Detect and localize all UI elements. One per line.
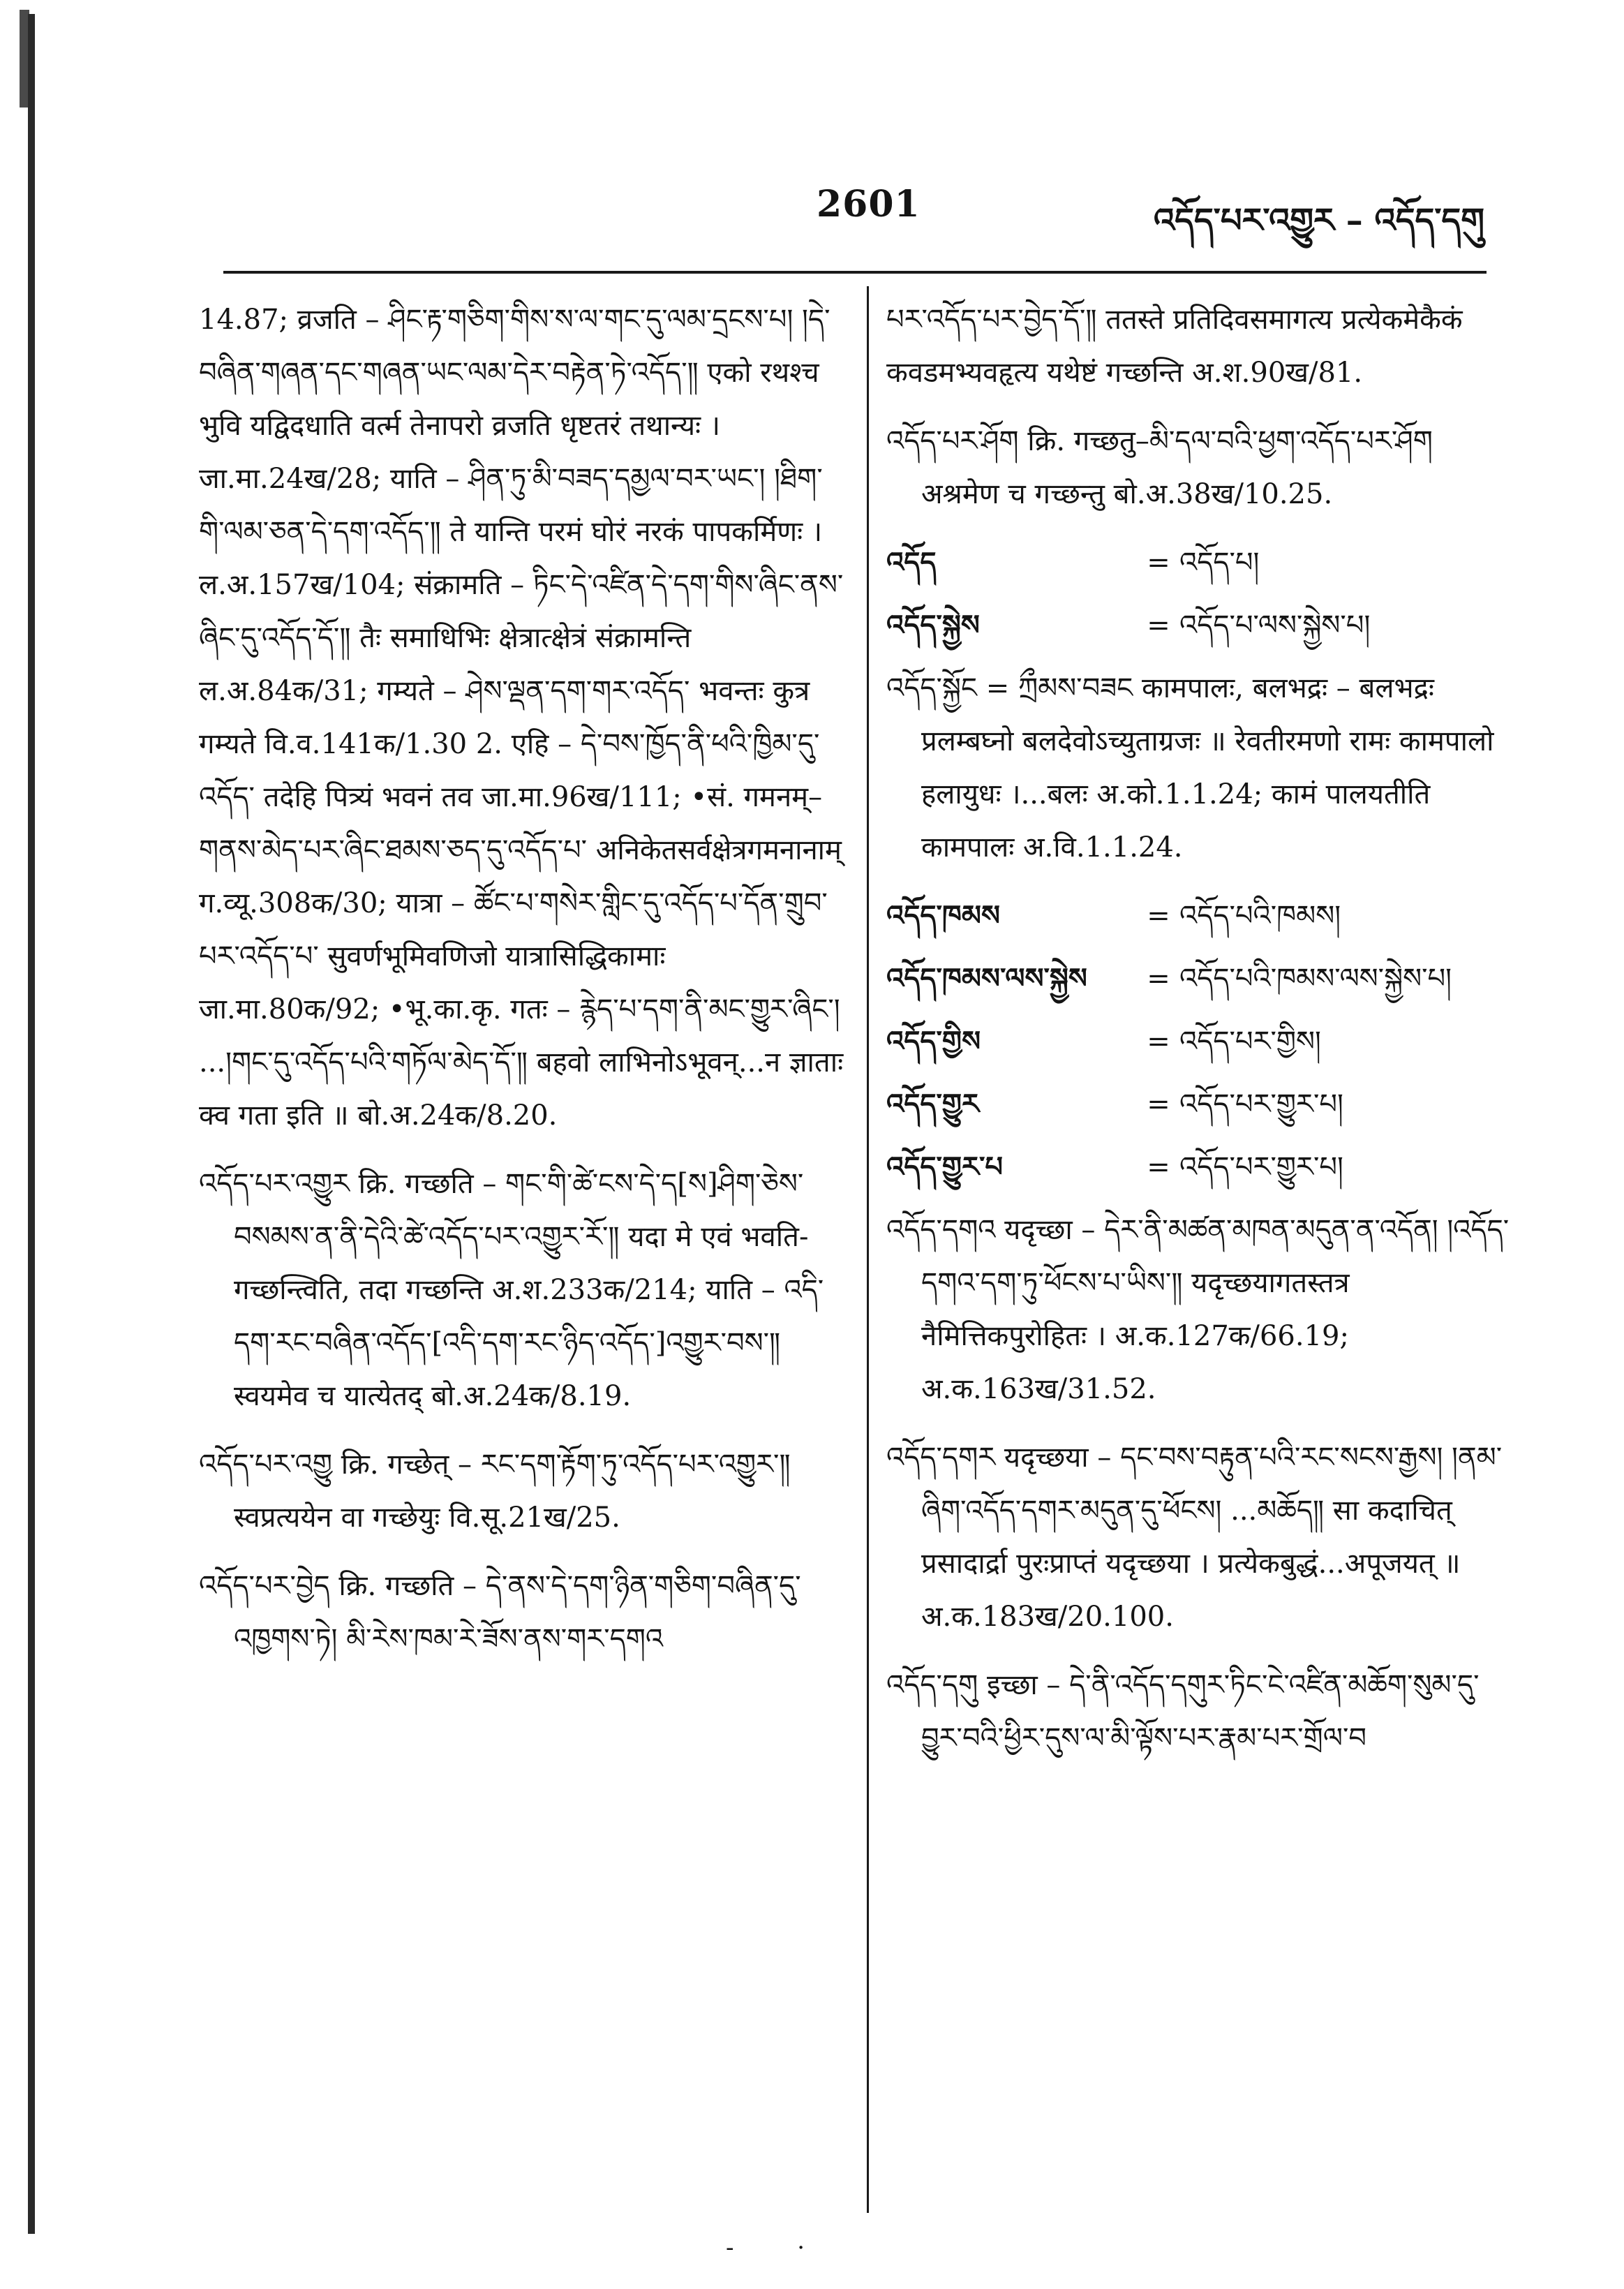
xref-eq: =	[1147, 547, 1170, 579]
entry-continuation: 14.87; व्रजति – ཤིང་རྟ་གཅིག་གིས་ས་ལ་གང་དུ་ལམ་དྲངས་པ། །དེ་བཞིན་གཞན་དང་གཞན་ཡང་ལམ་དེར་བརྟེན་ཏེ་འདོད་༎ एको रथश्च भुवि यद्विदधाति वर्त्म तेनापरो व्रजति धृष्टतरं तथान्यः । जा.मा.24ख/28; याति – ཤིན་ཏུ་མི་བཟད་དམྱལ་བར་ཡང་། །ཐིག་གི་ལམ་ཅན་དེ་དག་འདོད་༎ ते यान्ति परमं घोरं नरकं पापकर्मिणः । ल.अ.157ख/104; संक्रामति – ཏིང་དེ་འཛིན་དེ་དག་གིས་ཞིང་ནས་ཞིང་དུ་འདོད་དོ་༎ तैः समाधिभिः क्षेत्रात्क्षेत्रं संक्रामन्ति ल.अ.84क/31; गम्यते – ཤེས་ལྡན་དག་གར་འདོད་ भवन्तः कुत्र गम्यते वि.व.141क/1.30 2. एहि – དེ་བས་ཁྱོད་ནི་ཕའི་ཁྱིམ་དུ་འདོད་ तदेहि पित्र्यं भवनं तव जा.मा.96ख/111; •सं. गमनम्– གནས་མེད་པར་ཞིང་ཐམས་ཅད་དུ་འདོད་པ་ अनिकेतसर्वक्षेत्रगमनानाम् ग.व्यू.308क/30; यात्रा – ཚོང་པ་གསེར་གླིང་དུ་འདོད་པ་དོན་གྲུབ་པར་འདོད་པ་ सुवर्णभूमिवणिजो यात्रासिद्धिकामाः जा.मा.80क/92; •भू.का.कृ. गतः – རྙེད་པ་དག་ནི་མང་གྱུར་ཞིང་། ...།གང་དུ་འདོད་པའི་གཏོལ་མེད་དོ་༎ बहवो लाभिनोऽभूवन्...न ज्ञाताः क्व गता इति ॥ बो.अ.24क/8.20.	[199, 304, 844, 1132]
cross-ref-row	[886, 889, 1514, 942]
xref-head: འདོད	[886, 546, 937, 579]
cross-ref-row	[886, 1078, 1514, 1131]
entry-dod-dgu: འདོད་དགུ इच्छा – དེ་ནི་འདོད་དགུར་ཏིང་ངེ་འཛིན་མཆོག་སུམ་དུ་བྱུར་བའི་ཕྱིར་དུས་ལ་མི་ལྟོས་པར་རྣམ་པར་གྲོལ་བ	[886, 1669, 1480, 1754]
xref-target: འདོད་པར་གྱིས།	[1179, 1025, 1321, 1058]
xref-head: འདོད་ཁམས་ལས་སྐྱེས	[886, 962, 1087, 995]
xref-target: འདོད་པར་གྱུར་པ།	[1179, 1088, 1343, 1120]
xref-target: འདོད་པའི་ཁམས་ལས་སྐྱེས་པ།	[1179, 963, 1452, 995]
entry-dod-par-gyu: འདོད་པར་འགྱུ क्रि. गच्छेत् – རང་དག་རྟོག་ཏུ་འདོད་པར་འགྱུར་༎ स्वप्रत्ययेन वा गच्छेयुः वि.सू.21ख/25.	[199, 1449, 791, 1534]
cross-ref-row	[886, 599, 1514, 652]
entry-dod-par-shog: འདོད་པར་ཤོག क्रि. गच्छतु–མི་དལ་བའི་ཕྱག་འདོད་པར་ཤོག अश्रमेण च गच्छन्तु बो.अ.38ख/10.25.	[886, 425, 1433, 510]
entry-dod-par-byed: འདོད་པར་བྱེད क्रि. गच्छति – དེ་ནས་དེ་དག་ཉིན་གཅིག་བཞིན་དུ་འཁྱགས་ཏེ། མི་རེས་ཁམ་རེ་ཟོས་ནས་གར་དགའ	[199, 1570, 801, 1655]
xref-target: འདོད་པའི་ཁམས།	[1179, 900, 1341, 932]
xref-eq: =	[1147, 963, 1170, 995]
entry-continuation-right: པར་འདོད་པར་བྱེད་དོ་༎ ततस्ते प्रतिदिवसमागत्य प्रत्येकमेकैकं कवडमभ्यवहृत्य यथेष्टं गच्छन्ति अ.श.90ख/81.	[886, 304, 1463, 389]
xref-head: འདོད་ཁམས	[886, 899, 1000, 932]
page-number: 2601	[817, 183, 921, 225]
xref-target: འདོད་པ།	[1179, 547, 1260, 579]
cross-ref-row	[886, 952, 1514, 1005]
left-column	[199, 293, 848, 1681]
xref-eq: =	[1147, 1025, 1170, 1058]
right-column	[886, 293, 1514, 1780]
xref-head: འདོད་གྱུར་པ	[886, 1150, 1004, 1183]
cross-ref-row	[886, 1141, 1514, 1194]
xref-target: འདོད་པར་གྱུར་པ།	[1179, 1151, 1343, 1183]
entry-dod-dgar: འདོད་དགར यदृच्छया – དང་བས་བརྟུན་པའི་རང་སངས་རྒྱས། །ནམ་ཞིག་འདོད་དགར་མདུན་དུ་ཕོངས། ...མཆོད༎ सा कदाचित् प्रसादार्द्रा पुरःप्राप्तं यदृच्छया । प्रत्येकबुद्धं...अपूजयत् ॥ अ.क.183ख/20.100.	[886, 1442, 1503, 1633]
xref-eq: =	[1147, 1088, 1170, 1120]
footer-marks: - ·	[726, 2234, 833, 2262]
column-divider	[867, 286, 869, 2213]
running-head: འདོད་པར་འགྱུར – འདོད་དགུ	[1153, 201, 1484, 240]
xref-eq: =	[1147, 1151, 1170, 1183]
entry-dod-dgav: འདོད་དགའ यदृच्छा – དེར་ནི་མཚན་མཁན་མདུན་ན་འདོན། །འདོད་དགའ་དག་ཏུ་ཕོངས་པ་ཡིས་༎ यदृच्छयागतस्तत्र नैमित्तिकपुरोहितः । अ.क.127क/66.19; अ.क.163ख/31.52.	[886, 1214, 1510, 1405]
xref-eq: =	[1147, 609, 1170, 642]
cross-ref-row	[886, 536, 1514, 589]
page-edge	[28, 14, 49, 2234]
cross-ref-row	[886, 1015, 1514, 1068]
xref-eq: =	[1147, 900, 1170, 932]
xref-target: འདོད་པ་ལས་སྐྱེས་པ།	[1179, 609, 1371, 642]
xref-head: འདོད་གྱུར	[886, 1088, 979, 1120]
xref-head: འདོད་གྱིས	[886, 1025, 981, 1058]
xref-head: འདོད་སྐྱེས	[886, 609, 980, 642]
header-rule	[223, 271, 1487, 274]
entry-dod-par-gyur: འདོད་པར་འགྱུར क्रि. गच्छति – གང་གི་ཚེ་ངས་དེ་ད[ས]ཤིག་ཅེས་བསམས་ན་ནི་དེའི་ཚེ་འདོད་པར་འགྱུར་རོ་༎ यदा मे एवं भवति-गच्छन्त्विति, तदा गच्छन्ति अ.श.233क/214; याति – འདི་དག་རང་བཞིན་འདོད་[འདི་དག་རང་ཉིད་འདོད་]འགྱུར་བས་༎ स्वयमेव च यात्येतद् बो.अ.24क/8.19.	[199, 1168, 824, 1412]
entry-dod-skyong: འདོད་སྐྱོང = ཀྲྀམས་བཟང कामपालः, बलभद्रः – बलभद्रः प्रलम्बघ्नो बलदेवोऽच्युताग्रजः ॥ रेवतीरमणो रामः कामपालो हलायुधः ।...बलः अ.को.1.1.24; कामं पालयतीति कामपालः अ.वि.1.1.24.	[886, 672, 1494, 864]
